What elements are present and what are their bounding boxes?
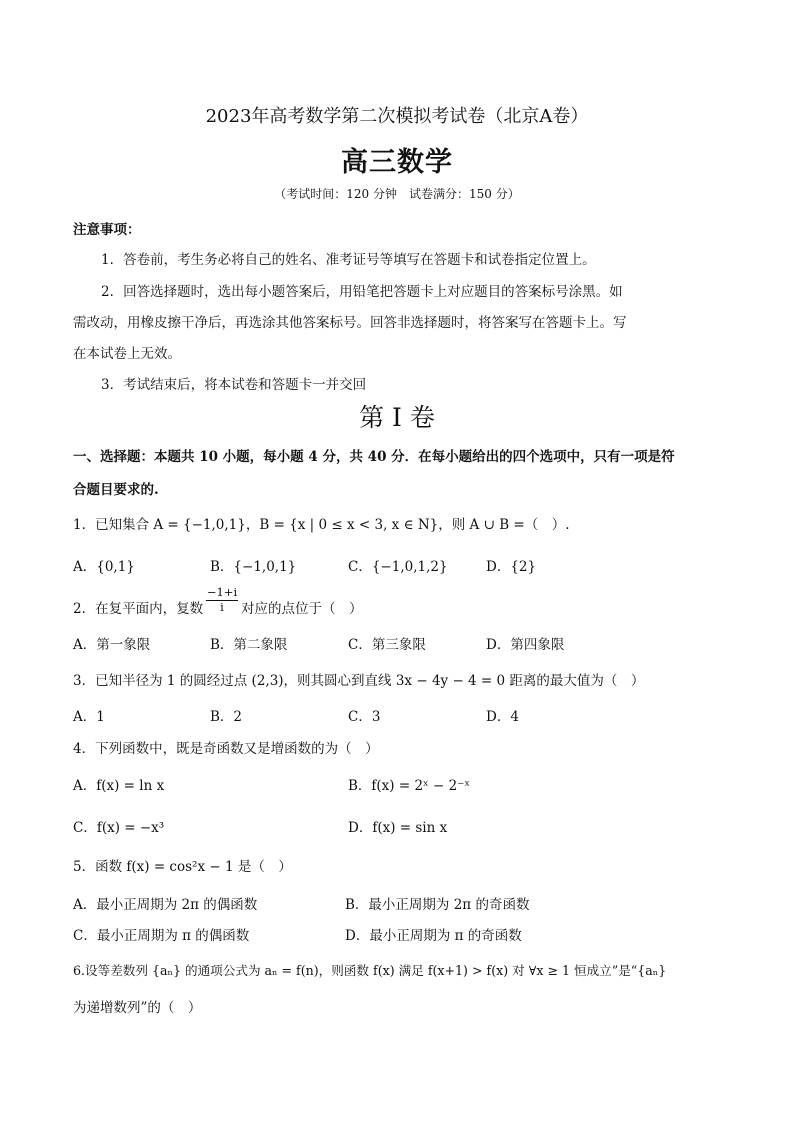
- q1-option-b: B．{−1,0,1}: [210, 559, 297, 575]
- q3-stem: 3．已知半径为 1 的圆经过点 (2,3)，则其圆心到直线 3x − 4y − 4 = 0 距离的最大值为（ ）: [73, 673, 645, 689]
- q3-option-b: B．2: [210, 709, 243, 725]
- q2-option-b: B．第二象限: [210, 637, 288, 653]
- section-intro-line-1: 一、选择题：本题共 10 小题，每小题 4 分，共 40 分．在每小题给出的四个选项中，只有一项是符: [73, 449, 675, 465]
- q2-option-c: C．第三象限: [348, 637, 426, 653]
- notice-item-2-line-3: 在本试卷上无效。: [73, 346, 181, 362]
- exam-subtitle: 高三数学: [341, 147, 453, 178]
- exam-title: 2023年高考数学第二次模拟考试卷（北京A卷）: [205, 106, 589, 127]
- q2-fraction-denominator: i: [220, 600, 224, 614]
- q1-stem: 1．已知集合 A = {−1,0,1}，B = {x | 0 ≤ x < 3, x ∈ N}，则 A ∪ B =（ ）.: [73, 517, 570, 533]
- q6-stem-line-2: 为递增数列”的（ ）: [73, 1000, 202, 1016]
- q1-option-d: D．{2}: [486, 559, 537, 575]
- q3-option-c: C．3: [348, 709, 381, 725]
- q1-option-c: C．{−1,0,1,2}: [348, 559, 448, 575]
- q2-option-d: D．第四象限: [486, 637, 565, 653]
- q3-option-a: A．1: [73, 709, 105, 725]
- q6-stem-line-1: 6.设等差数列 {aₙ} 的通项公式为 aₙ = f(n)，则函数 f(x) 满足 f(x+1) > f(x) 对 ∀x ≥ 1 恒成立”是“{aₙ}: [73, 963, 667, 978]
- q3-option-d: D．4: [486, 709, 519, 725]
- q2-fraction: [204, 586, 240, 614]
- q5-option-d: D．最小正周期为 π 的奇函数: [345, 928, 522, 944]
- q2-stem-post: 对应的点位于（ ）: [241, 601, 363, 617]
- notice-item-3: 3．考试结束后，将本试卷和答题卡一并交回: [101, 377, 367, 393]
- q1-option-a: A．{0,1}: [73, 559, 135, 575]
- q5-option-a: A．最小正周期为 2π 的偶函数: [73, 897, 258, 913]
- q4-option-b: B．f(x) = 2ˣ − 2⁻ˣ: [348, 778, 471, 794]
- q2-option-a: A．第一象限: [73, 637, 151, 653]
- q4-option-a: A．f(x) = ln x: [73, 778, 165, 794]
- q5-option-c: C．最小正周期为 π 的偶函数: [73, 928, 250, 944]
- notice-item-2-line-1: 2．回答选择题时，选出每小题答案后，用铅笔把答题卡上对应题目的答案标号涂黑。如: [101, 284, 623, 300]
- q4-option-d: D．f(x) = sin x: [348, 820, 448, 836]
- notice-item-2-line-2: 需改动，用橡皮擦干净后，再选涂其他答案标号。回答非选择题时，将答案写在答题卡上。写: [73, 315, 627, 331]
- q5-stem: 5．函数 f(x) = cos²x − 1 是（ ）: [73, 859, 292, 875]
- exam-info: （考试时间：120 分钟 试卷满分：150 分）: [274, 187, 520, 201]
- section-title: 第 I 卷: [359, 403, 435, 432]
- notice-heading: 注意事项：: [73, 222, 141, 238]
- q5-option-b: B．最小正周期为 2π 的奇函数: [345, 897, 530, 913]
- notice-item-1: 1．答卷前，考生务必将自己的姓名、准考证号等填写在答题卡和试卷指定位置上。: [101, 252, 596, 268]
- q2-stem-pre: 2．在复平面内，复数: [73, 601, 204, 617]
- q4-stem: 4．下列函数中，既是奇函数又是增函数的为（ ）: [73, 741, 379, 757]
- q2-fraction-numerator: −1+i: [206, 585, 238, 599]
- q4-option-c: C．f(x) = −x³: [73, 820, 165, 836]
- section-intro-line-2: 合题目要求的.: [73, 482, 159, 498]
